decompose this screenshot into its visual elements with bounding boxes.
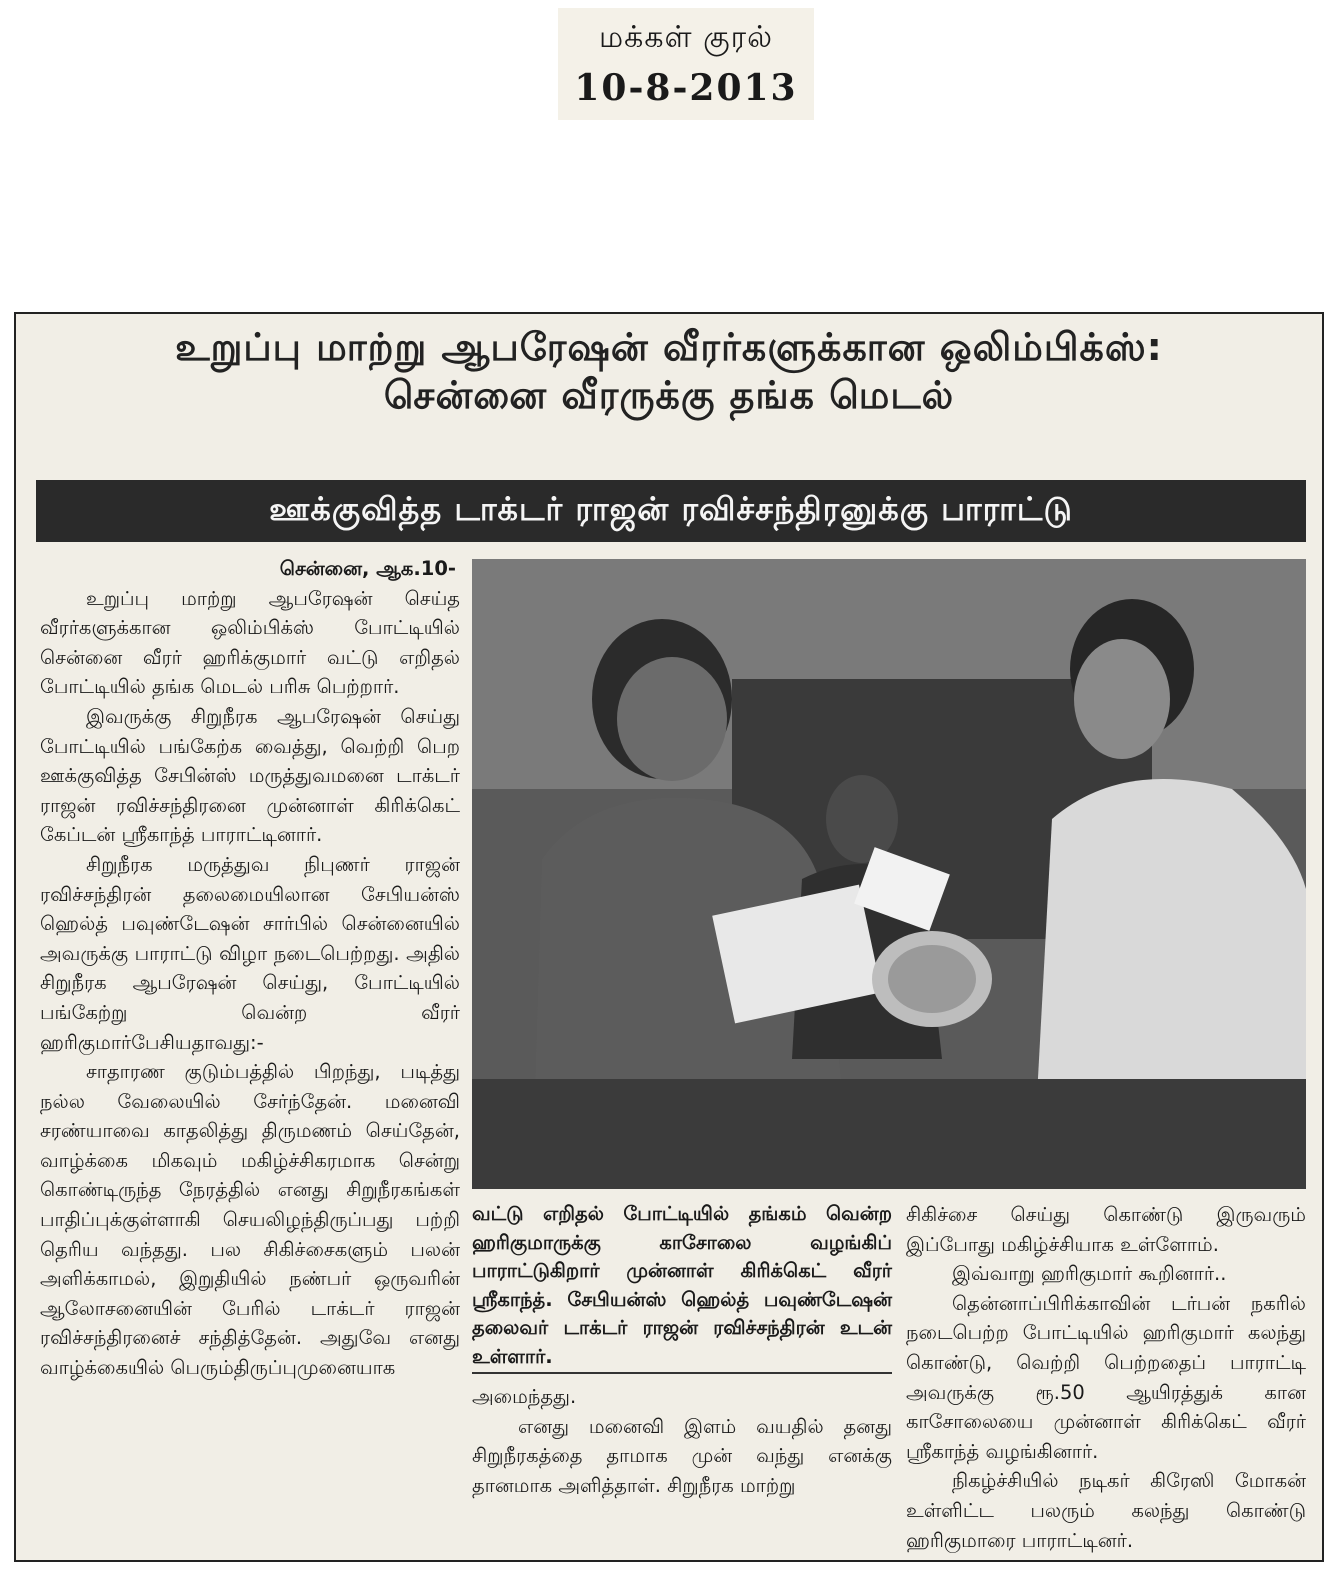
caption-divider xyxy=(472,1372,892,1374)
headline-line-1: உறுப்பு மாற்று ஆபரேஷன் வீரர்களுக்கான ஒலிம்பிக்ஸ்: xyxy=(175,325,1163,369)
newspaper-masthead xyxy=(558,8,814,120)
paragraph: சாதாரண குடும்பத்தில் பிறந்து, படித்து நல்ல வேலையில் சேர்ந்தேன். மனைவி சரண்யாவை காதலித்து திருமணம் செய்தேன், வாழ்க்கை மிகவும் மகிழ்ச்சிகரமாக சென்று கொண்டிருந்த நேரத்தில் எனது சிறுநீரகங்கள் பாதிப்புக்குள்ளாகி செயலிழந்திருப்பது பற்றி தெரிய வந்தது. பல சிகிச்சைகளும் பலன் அளிக்காமல், இறுதியில் நண்பர் ஒருவரின் ஆலோசனையின் பேரில் டாக்டர் ராஜன் ரவிச்சந்திரனைச் சந்தித்தேன். அதுவே எனது வாழ்க்கையில் பெரும்திருப்புமுனையாக xyxy=(40,1060,460,1380)
paragraph: சிறுநீரக மருத்துவ நிபுணர் ராஜன் ரவிச்சந்திரன் தலைமையிலான சேபியன்ஸ் ஹெல்த் பவுண்டேஷன் சார்பில் சென்னையில் அவருக்கு பாராட்டு விழா நடைபெற்றது. அதில் சிறுநீரக ஆபரேஷன் செய்து, போட்டியில் பங்கேற்று வென்ற வீரர் ஹரிகுமார்பேசியதாவது:- xyxy=(40,852,460,1054)
paragraph: எனது மனைவி இளம் வயதில் தனது சிறுநீரகத்தை தாமாக முன் வந்து எனக்கு தானமாக அளித்தாள். சிறுநீரக மாற்று xyxy=(472,1414,892,1497)
paragraph: உறுப்பு மாற்று ஆபரேஷன் செய்த வீரர்களுக்கான ஒலிம்பிக்ஸ் போட்டியில் சென்னை வீரர் ஹரிக்குமார் வட்டு எறிதல் போட்டியில் தங்க மெடல் பரிசு பெற்றார். xyxy=(40,586,460,699)
photo-caption: வட்டு எறிதல் போட்டியில் தங்கம் வென்ற ஹரிகுமாருக்கு காசோலை வழங்கிப் பாராட்டுகிறார் முன்னாள் கிரிக்கெட் வீரர் ஸ்ரீகாந்த். சேபியன்ஸ் ஹெல்த் பவுண்டேஷன் தலைவர் டாக்டர் ராஜன் ரவிச்சந்திரன் உடன் உள்ளார். xyxy=(472,1202,892,1368)
newspaper-name: மக்கள் குரல் xyxy=(598,20,773,55)
subheadline-banner: ஊக்குவித்த டாக்டர் ராஜன் ரவிச்சந்திரனுக்கு பாராட்டு xyxy=(36,480,1306,542)
paragraph: தென்னாப்பிரிக்காவின் டர்பன் நகரில் நடைபெற்ற போட்டியில் ஹரிகுமார் கலந்து கொண்டு, வெற்றி பெற்றதைப் பாராட்டி அவருக்கு ரூ.50 ஆயிரத்துக் கான காசோலையை முன்னாள் கிரிக்கெட் வீரர் ஸ்ரீகாந்த் வழங்கினார். xyxy=(906,1291,1306,1463)
left-column xyxy=(40,554,460,1554)
dateline: சென்னை, ஆக.10- xyxy=(279,557,456,580)
paragraph: அமைந்தது. xyxy=(472,1385,577,1408)
paragraph: நிகழ்ச்சியில் நடிகர் கிரேஸி மோகன் உள்ளிட்ட பலரும் கலந்து கொண்டு ஹரிகுமாரை பாராட்டினர். xyxy=(906,1469,1306,1552)
publication-date: 10-8-2013 xyxy=(574,67,798,109)
news-clipping xyxy=(14,312,1324,1562)
paragraph: இவ்வாறு ஹரிகுமார் கூறினார்.. xyxy=(952,1262,1227,1286)
headline-line-2: சென்னை வீரருக்கு தங்க மெடல் xyxy=(383,372,955,417)
right-column xyxy=(906,1200,1306,1560)
paragraph: சிகிச்சை செய்து கொண்டு இருவரும் இப்போது மகிழ்ச்சியாக உள்ளோம். xyxy=(906,1203,1306,1256)
middle-column xyxy=(472,1382,892,1558)
news-photo xyxy=(472,559,1306,1189)
paragraph: இவருக்கு சிறுநீரக ஆபரேஷன் செய்து போட்டியில் பங்கேற்க வைத்து, வெற்றி பெற ஊக்குவித்த சேபின்ஸ் மருத்துவமனை டாக்டர் ராஜன் ரவிச்சந்திரனை முன்னாள் கிரிக்கெட் கேப்டன் ஸ்ரீகாந்த் பாராட்டினார். xyxy=(40,704,460,847)
